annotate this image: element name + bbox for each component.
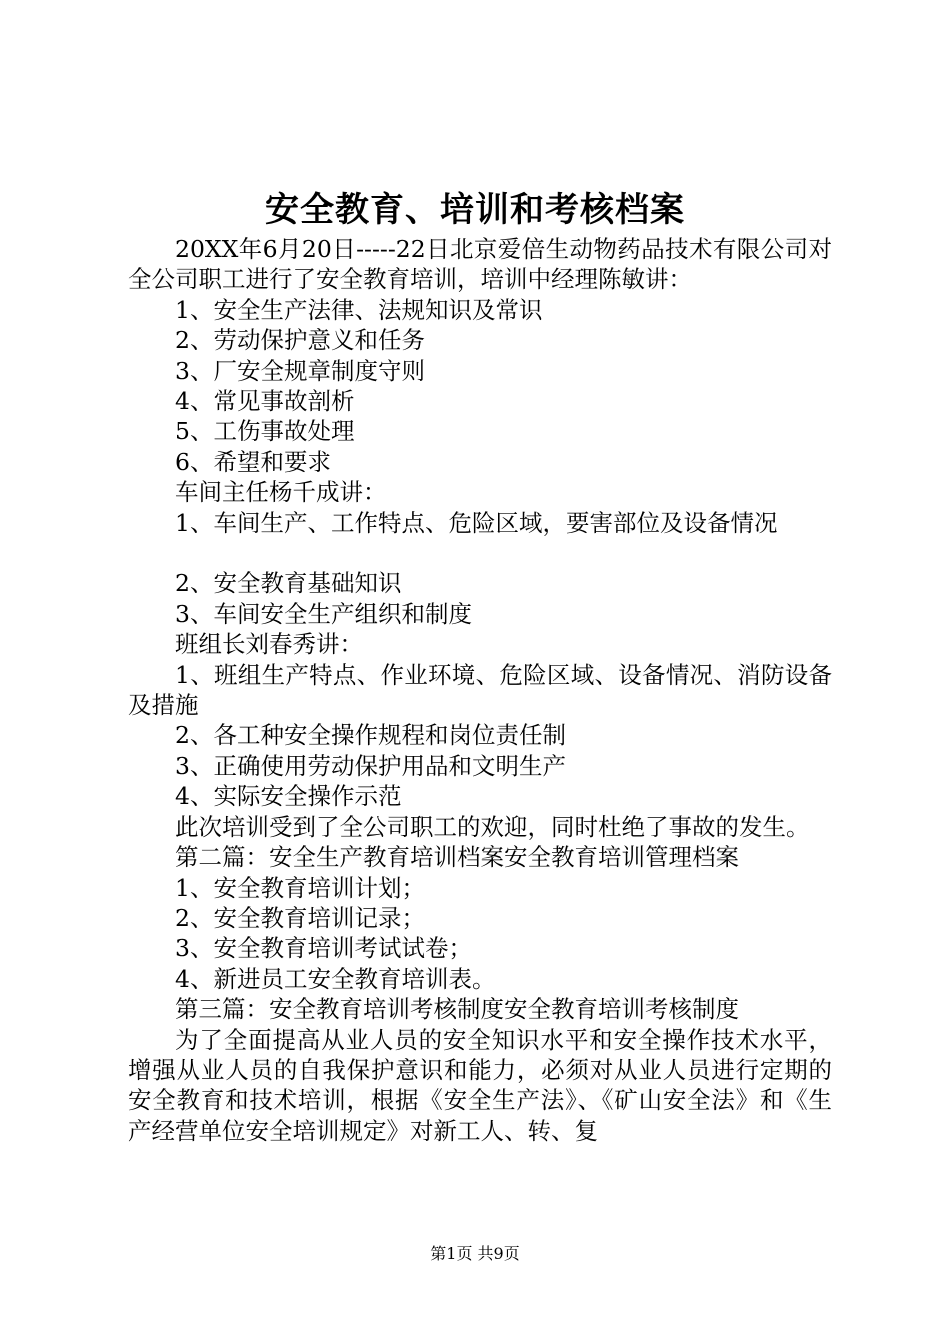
list-item: 6、希望和要求 <box>175 447 331 476</box>
list-item: 3、正确使用劳动保护用品和文明生产 <box>175 751 566 780</box>
list-item: 4、常见事故剖析 <box>175 387 355 416</box>
document-title: 安全教育、培训和考核档案 <box>265 190 685 230</box>
body-paragraph: 为了全面提高从业人员的安全知识水平和安全操作技术水平，增强从业人员的自我保护意识和能力，必须对从业人员进行定期的安全教育和技术培训，根据《安全生产法》、《矿山安全法》和《生产经营单位安全培训规定》对新工人、转、复 <box>128 1025 832 1145</box>
blank-line <box>128 538 832 568</box>
intro-paragraph: 20XX年6月20日-----22日北京爱倍生动物药品技术有限公司对全公司职工进行了安全教育培训，培训中经理陈敏讲： <box>128 235 832 294</box>
summary-paragraph: 此次培训受到了全公司职工的欢迎，同时杜绝了事故的发生。 <box>175 812 810 841</box>
list-item: 4、新进员工安全教育培训表。 <box>175 964 496 993</box>
list-item: 5、工伤事故处理 <box>175 417 355 446</box>
list-item: 2、劳动保护意义和任务 <box>175 326 425 355</box>
page-footer: 第1页 共9页 <box>430 1244 520 1263</box>
list-item: 4、实际安全操作示范 <box>175 782 402 811</box>
document-body <box>128 234 832 1146</box>
list-item: 1、班组生产特点、作业环境、危险区域、设备情况、消防设备及措施 <box>128 660 832 720</box>
list-item: 1、车间生产、工作特点、危险区域，要害部位及设备情况 <box>175 508 778 537</box>
list-item: 1、安全生产法律、法规知识及常识 <box>175 295 543 324</box>
list-item: 3、安全教育培训考试试卷； <box>175 934 472 963</box>
section-heading: 第三篇：安全教育培训考核制度安全教育培训考核制度 <box>175 995 739 1024</box>
speaker-line: 班组长刘春秀讲： <box>175 630 363 659</box>
list-item: 3、车间安全生产组织和制度 <box>175 599 472 628</box>
list-item: 3、厂安全规章制度守则 <box>175 356 425 385</box>
list-item: 2、各工种安全操作规程和岗位责任制 <box>175 721 566 750</box>
list-item: 1、安全教育培训计划； <box>175 873 425 902</box>
list-item: 2、安全教育基础知识 <box>175 569 402 598</box>
section-heading: 第二篇：安全生产教育培训档案安全教育培训管理档案 <box>175 843 739 872</box>
list-item: 2、安全教育培训记录； <box>175 903 425 932</box>
speaker-line: 车间主任杨千成讲： <box>175 478 387 507</box>
